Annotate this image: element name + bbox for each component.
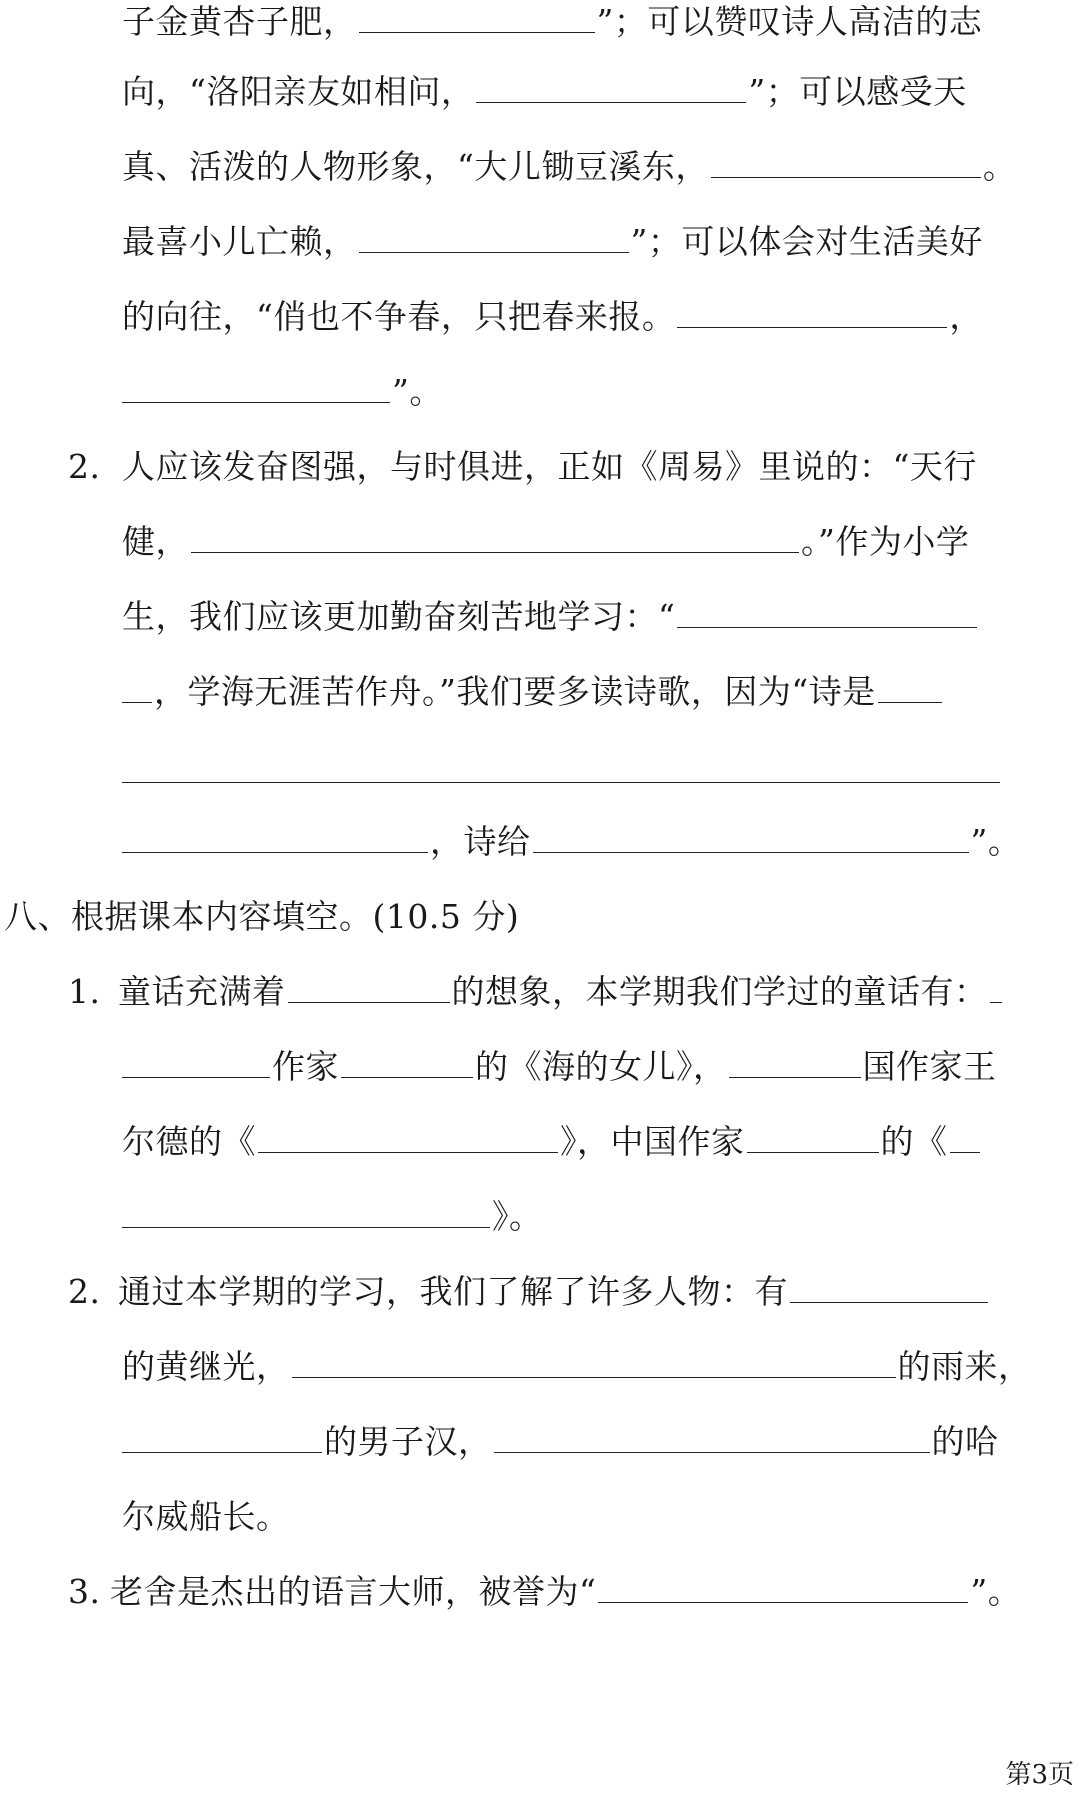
answer-blank[interactable] bbox=[122, 1047, 270, 1078]
answer-blank[interactable] bbox=[359, 222, 629, 253]
answer-blank[interactable] bbox=[677, 297, 947, 328]
answer-blank[interactable] bbox=[122, 672, 152, 703]
text: 。”作为小学 bbox=[801, 522, 970, 561]
text: ”；可以体会对生活美好 bbox=[630, 222, 983, 261]
answer-blank[interactable] bbox=[122, 822, 428, 853]
text: 的哈 bbox=[931, 1422, 999, 1461]
question-number: 2. bbox=[68, 447, 101, 486]
text: 作家 bbox=[272, 1047, 339, 1086]
text: 的向往，“俏也不争春，只把春来报。 bbox=[122, 297, 676, 336]
answer-blank-full-line[interactable] bbox=[122, 752, 1000, 783]
text: 国作家王 bbox=[862, 1047, 997, 1086]
text: ”；可以感受天 bbox=[748, 72, 967, 111]
q1-line-2 bbox=[122, 70, 967, 114]
text: ”；可以赞叹诗人高洁的志 bbox=[596, 2, 983, 41]
q1-line-6 bbox=[122, 370, 443, 414]
q1-line-5 bbox=[122, 295, 983, 339]
answer-blank[interactable] bbox=[533, 822, 969, 853]
s8-q1-line-2 bbox=[122, 1045, 997, 1089]
text: 的男子汉， bbox=[324, 1422, 492, 1461]
answer-blank[interactable] bbox=[122, 1197, 490, 1228]
s8-q3-number bbox=[68, 1570, 101, 1614]
answer-blank[interactable] bbox=[288, 972, 450, 1003]
q1-line-4 bbox=[122, 220, 983, 264]
text: 向，“洛阳亲友如相问， bbox=[122, 72, 475, 111]
s8-q2-number bbox=[68, 1270, 101, 1314]
answer-blank[interactable] bbox=[747, 1122, 879, 1153]
answer-blank[interactable] bbox=[729, 1047, 861, 1078]
text: 》。 bbox=[492, 1197, 543, 1236]
answer-blank[interactable] bbox=[990, 972, 1002, 1003]
text: ”。 bbox=[392, 372, 443, 411]
s8-q1-line-1 bbox=[118, 970, 1004, 1014]
q2-line-6 bbox=[122, 820, 1021, 864]
answer-blank[interactable] bbox=[359, 2, 595, 33]
answer-blank[interactable] bbox=[191, 522, 799, 553]
text: ， bbox=[949, 297, 983, 336]
answer-blank[interactable] bbox=[258, 1122, 558, 1153]
answer-blank[interactable] bbox=[122, 372, 390, 403]
text: 人应该发奋图强，与时俱进，正如《周易》里说的：“天行 bbox=[122, 447, 977, 486]
text: 健， bbox=[122, 522, 189, 561]
text: 通过本学期的学习，我们了解了许多人物：有 bbox=[118, 1272, 788, 1311]
answer-blank[interactable] bbox=[677, 597, 977, 628]
text: 的想象，本学期我们学过的童话有： bbox=[451, 972, 988, 1011]
answer-blank[interactable] bbox=[292, 1347, 896, 1378]
text: 的《 bbox=[880, 1122, 948, 1161]
q2-line-1-text bbox=[122, 445, 977, 489]
text: 的黄继光， bbox=[122, 1347, 290, 1386]
text: 老舍是杰出的语言大师，被誉为“ bbox=[110, 1572, 597, 1611]
s8-q1-number bbox=[68, 970, 101, 1014]
answer-blank[interactable] bbox=[950, 1122, 980, 1153]
text: 》，中国作家 bbox=[560, 1122, 745, 1161]
q1-line-3 bbox=[122, 145, 1016, 189]
text: 真、活泼的人物形象，“大儿锄豆溪东， bbox=[122, 147, 709, 186]
s8-q1-line-4 bbox=[122, 1195, 543, 1239]
text: 童话充满着 bbox=[118, 972, 286, 1011]
text: 。 bbox=[982, 147, 1017, 186]
text: 子金黄杏子肥， bbox=[122, 2, 357, 41]
answer-blank[interactable] bbox=[711, 147, 981, 178]
s8-q2-line-4 bbox=[122, 1495, 290, 1539]
question-number: 1. bbox=[68, 972, 101, 1011]
question-number: 3. bbox=[68, 1572, 101, 1611]
text: 尔德的《 bbox=[122, 1122, 256, 1161]
answer-blank[interactable] bbox=[122, 1422, 322, 1453]
s8-q2-line-2 bbox=[122, 1345, 1032, 1389]
text: ”。 bbox=[970, 1572, 1022, 1611]
text: 生，我们应该更加勤奋刻苦地学习：“ bbox=[122, 597, 676, 636]
s8-q2-line-3 bbox=[122, 1420, 999, 1464]
page-number: 第3页 bbox=[1005, 1760, 1074, 1790]
text: ”。 bbox=[970, 822, 1022, 861]
q2-line-4 bbox=[122, 670, 944, 714]
s8-q2-line-1 bbox=[118, 1270, 990, 1314]
answer-blank[interactable] bbox=[476, 72, 746, 103]
answer-blank[interactable] bbox=[494, 1422, 930, 1453]
question-number: 2. bbox=[68, 1272, 101, 1311]
q2-line-1 bbox=[68, 445, 101, 489]
answer-blank[interactable] bbox=[598, 1572, 968, 1603]
s8-q1-line-3 bbox=[122, 1120, 982, 1164]
text: 的《海的女儿》， bbox=[475, 1047, 727, 1086]
text: ，学海无涯苦作舟。”我们要多读诗歌，因为“诗是 bbox=[154, 672, 876, 711]
answer-blank[interactable] bbox=[790, 1272, 988, 1303]
text: ，诗给 bbox=[430, 822, 531, 861]
q2-line-3 bbox=[122, 595, 979, 639]
text: 八、根据课本内容填空。(10.5 分) bbox=[4, 897, 520, 936]
s8-q3-line-1 bbox=[110, 1570, 1021, 1614]
text: 尔威船长。 bbox=[122, 1497, 290, 1536]
section-heading bbox=[4, 895, 519, 939]
q2-line-2 bbox=[122, 520, 969, 564]
q1-line-1 bbox=[122, 0, 982, 44]
text: 最喜小儿亡赖， bbox=[122, 222, 357, 261]
text: 的雨来， bbox=[897, 1347, 1032, 1386]
answer-blank[interactable] bbox=[878, 672, 942, 703]
answer-blank[interactable] bbox=[341, 1047, 473, 1078]
